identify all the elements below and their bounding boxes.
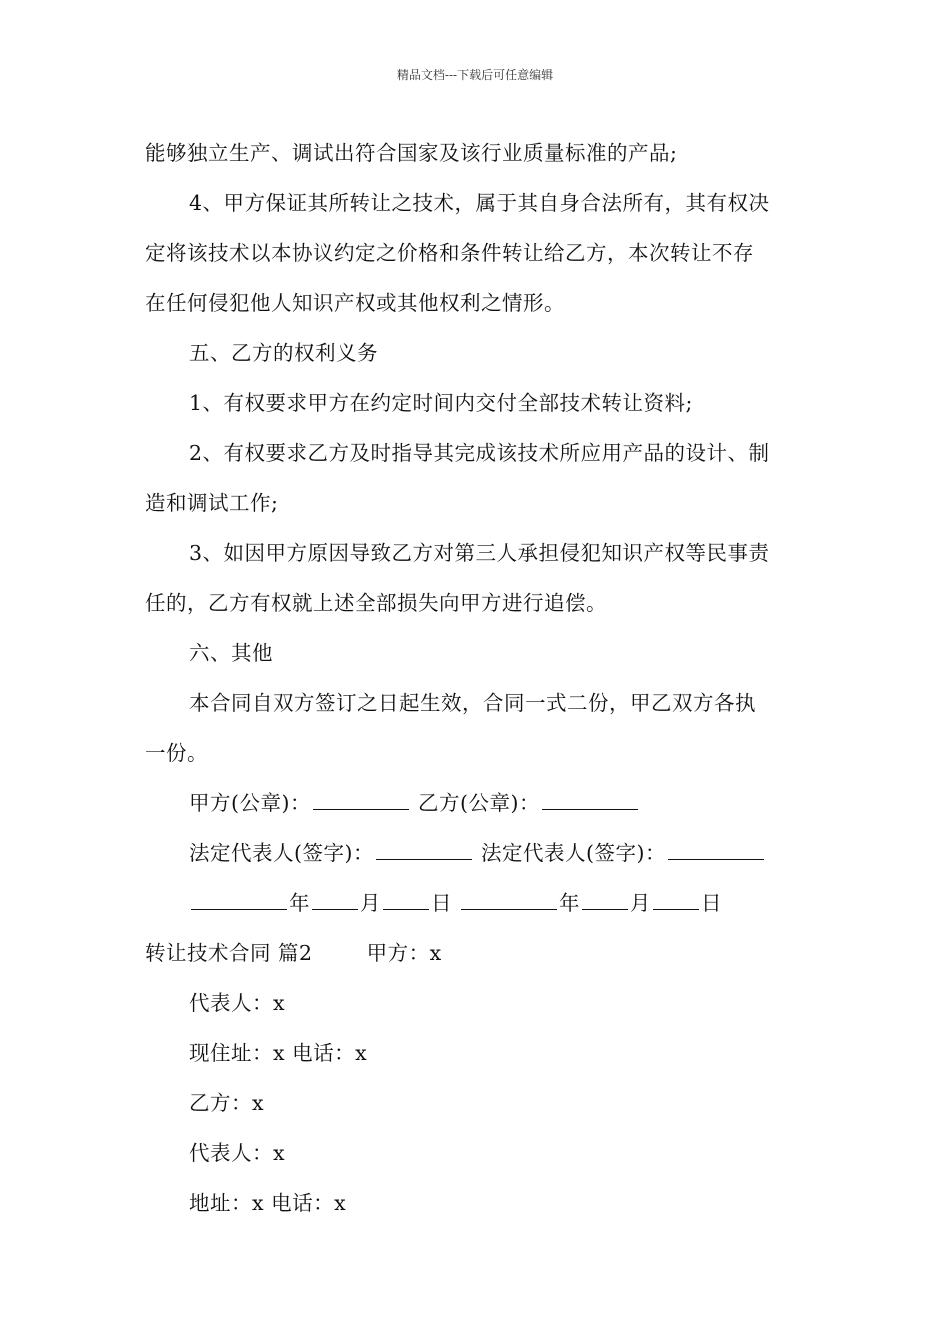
contract2-address-b: 地址：x 电话：x — [189, 1191, 347, 1215]
paragraph: 3、如因甲方原因导致乙方对第三人承担侵犯知识产权等民事责 — [189, 541, 770, 565]
party-b-seal-blank — [542, 808, 638, 810]
section-heading: 六、其他 — [189, 641, 273, 665]
year-label: 年 — [559, 891, 581, 915]
contract2-title-line — [145, 928, 810, 978]
paragraph: 本合同自双方签订之日起生效，合同一式二份，甲乙双方各执 — [189, 691, 756, 715]
party-b-seal-label: 乙方(公章)： — [418, 791, 541, 815]
document-body — [145, 128, 810, 1228]
day-label: 日 — [431, 891, 452, 915]
paragraph: 任的，乙方有权就上述全部损失向甲方进行追偿。 — [145, 591, 607, 615]
paragraph: 一份。 — [145, 741, 208, 765]
rep-sign-line — [145, 828, 810, 878]
year-blank — [461, 908, 557, 910]
paragraph: 能够独立生产、调试出符合国家及该行业质量标准的产品; — [145, 141, 678, 165]
paragraph: 2、有权要求乙方及时指导其完成该技术所应用产品的设计、制 — [189, 441, 770, 465]
month-blank — [582, 908, 628, 910]
seal-line — [145, 778, 810, 828]
contract2-rep-a: 代表人：x — [189, 991, 286, 1015]
rep-sign-label-a: 法定代表人(签字)： — [189, 841, 374, 865]
month-label: 月 — [630, 891, 652, 915]
section-heading: 五、乙方的权利义务 — [189, 341, 378, 365]
paragraph: 1、有权要求甲方在约定时间内交付全部技术转让资料; — [189, 391, 693, 415]
rep-sign-blank-b — [668, 858, 764, 860]
party-a-seal-blank — [313, 808, 409, 810]
day-label: 日 — [701, 891, 723, 915]
rep-sign-label-b: 法定代表人(签字)： — [481, 841, 667, 865]
month-blank — [312, 908, 358, 910]
date-line — [145, 878, 810, 928]
paragraph: 在任何侵犯他人知识产权或其他权利之情形。 — [145, 291, 565, 315]
page-header-watermark: 精品文档---下载后可任意编辑 — [396, 68, 554, 82]
party-a-seal-label: 甲方(公章)： — [189, 791, 311, 815]
year-label: 年 — [289, 891, 310, 915]
day-blank — [383, 908, 429, 910]
paragraph: 4、甲方保证其所转让之技术，属于其自身合法所有，其有权决 — [189, 191, 770, 215]
paragraph: 造和调试工作; — [145, 491, 279, 515]
contract2-title: 转让技术合同 篇2 — [145, 941, 313, 965]
day-blank — [653, 908, 699, 910]
year-blank — [191, 908, 287, 910]
contract2-party-a: 甲方：x — [366, 941, 442, 965]
rep-sign-blank-a — [376, 858, 472, 860]
month-label: 月 — [360, 891, 381, 915]
contract2-address-a: 现住址：x 电话：x — [189, 1041, 368, 1065]
contract2-party-b: 乙方：x — [189, 1091, 265, 1115]
contract2-rep-b: 代表人：x — [189, 1141, 286, 1165]
paragraph: 定将该技术以本协议约定之价格和条件转让给乙方，本次转让不存 — [145, 241, 754, 265]
